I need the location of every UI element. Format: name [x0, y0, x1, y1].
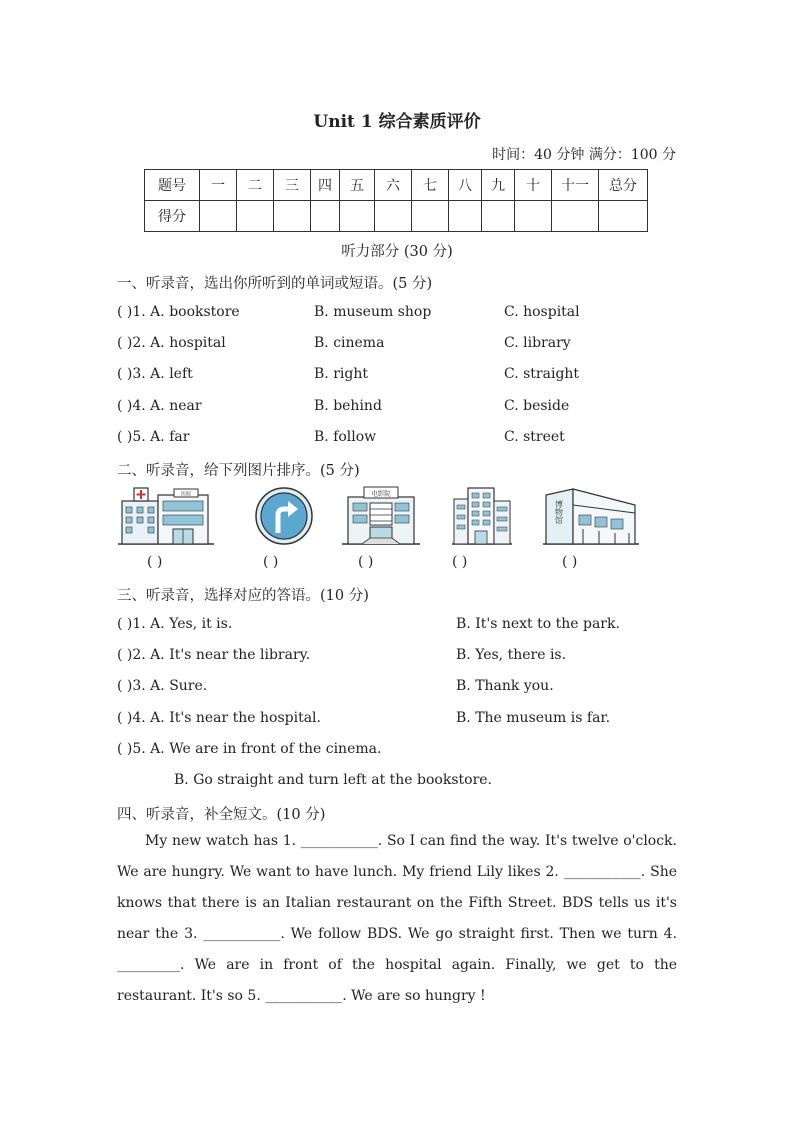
cloze-text: My new watch has 1. ___________. So I can find the way. It's twelve o'clock. We are hungry. We want to have lunch. My friend Lily likes 2. ___________. She knows that there is an Italian restaurant on the Fifth Street. BDS tells us it's near the 3. ___________. We follow BDS. We go straight first. Then we turn 4. _________. We are in front of the hospital again. Finally, we get to the restaurant. It's so 5. ___________. We are so hungry ! [117, 833, 677, 1004]
score-input-cell[interactable] [482, 201, 515, 232]
score-input-cell[interactable] [375, 201, 412, 232]
table-cell: 一 [200, 170, 237, 201]
table-cell: 六 [375, 170, 412, 201]
option-b: B. It's next to the park. [456, 616, 620, 632]
option-c: C. hospital [504, 304, 580, 320]
table-cell: 七 [412, 170, 449, 201]
score-table [144, 169, 648, 232]
table-cell: 十 [515, 170, 552, 201]
turn-right-sign-icon [252, 485, 318, 547]
listening-heading: 听力部分 (30 分) [341, 244, 453, 260]
museum-building-icon [543, 485, 639, 547]
table-cell: 得分 [145, 201, 200, 232]
option-b: B. Go straight and turn left at the bookstore. [174, 772, 493, 788]
question-stem: ( )5. A. We are in front of the cinema. [117, 741, 382, 757]
table-cell: 二 [237, 170, 274, 201]
section3-heading: 三、听录音，选择对应的答语。(10 分) [117, 588, 369, 604]
picture-order-blank[interactable]: ( ) [147, 554, 163, 570]
svg-text:医院: 医院 [180, 491, 192, 498]
table-cell: 十一 [552, 170, 599, 201]
option-c: C. library [504, 335, 571, 351]
option-c: C. straight [504, 366, 580, 382]
score-input-cell[interactable] [412, 201, 449, 232]
time-and-score-info: 时间：40 分钟 满分：100 分 [492, 147, 676, 163]
hospital-building-icon [118, 485, 214, 547]
question-stem: ( )3. A. Sure. [117, 678, 208, 694]
picture-order-blank[interactable]: ( ) [358, 554, 374, 570]
table-cell: 五 [340, 170, 375, 201]
score-input-cell[interactable] [449, 201, 482, 232]
option-b: B. right [314, 366, 368, 382]
option-b: B. behind [314, 398, 382, 414]
option-c: C. beside [504, 398, 570, 414]
score-input-cell[interactable] [340, 201, 375, 232]
score-table-header-row [145, 170, 648, 201]
score-input-cell[interactable] [274, 201, 311, 232]
question-stem: ( )5. A. far [117, 429, 190, 445]
picture-order-blank[interactable]: ( ) [263, 554, 279, 570]
cloze-paragraph [117, 826, 677, 1012]
section1-heading: 一、听录音，选出你所听到的单词或短语。(5 分) [117, 276, 433, 292]
question-stem: ( )1. A. Yes, it is. [117, 616, 233, 632]
option-b: B. cinema [314, 335, 385, 351]
score-input-cell[interactable] [515, 201, 552, 232]
table-cell: 八 [449, 170, 482, 201]
question-stem: ( )1. A. bookstore [117, 304, 240, 320]
cinema-building-icon [342, 485, 420, 547]
office-building-icon [452, 485, 512, 547]
question-stem: ( )4. A. It's near the hospital. [117, 710, 321, 726]
option-b: B. Yes, there is. [456, 647, 567, 663]
picture-order-blank[interactable]: ( ) [562, 554, 578, 570]
question-stem: ( )2. A. It's near the library. [117, 647, 311, 663]
option-b: B. follow [314, 429, 377, 445]
question-stem: ( )3. A. left [117, 366, 193, 382]
option-c: C. street [504, 429, 565, 445]
option-b: B. The museum is far. [456, 710, 611, 726]
museum-sign-text: 博物馆 [554, 500, 564, 524]
score-table-score-row [145, 201, 648, 232]
section4-heading: 四、听录音，补全短文。(10 分) [117, 807, 326, 823]
section2-heading: 二、听录音，给下列图片排序。(5 分) [117, 463, 360, 479]
question-stem: ( )2. A. hospital [117, 335, 226, 351]
page-title: Unit 1 综合素质评价 [313, 112, 481, 132]
score-input-cell[interactable] [200, 201, 237, 232]
question-stem: ( )4. A. near [117, 398, 202, 414]
score-input-cell[interactable] [311, 201, 340, 232]
table-cell: 九 [482, 170, 515, 201]
score-input-cell[interactable] [237, 201, 274, 232]
picture-order-blank[interactable]: ( ) [452, 554, 468, 570]
cinema-sign-text: 电影院 [371, 489, 391, 498]
option-b: B. museum shop [314, 304, 432, 320]
table-cell: 三 [274, 170, 311, 201]
table-cell: 四 [311, 170, 340, 201]
score-input-cell[interactable] [552, 201, 599, 232]
option-b: B. Thank you. [456, 678, 554, 694]
score-input-cell[interactable] [599, 201, 648, 232]
table-cell: 题号 [145, 170, 200, 201]
table-cell: 总分 [599, 170, 648, 201]
